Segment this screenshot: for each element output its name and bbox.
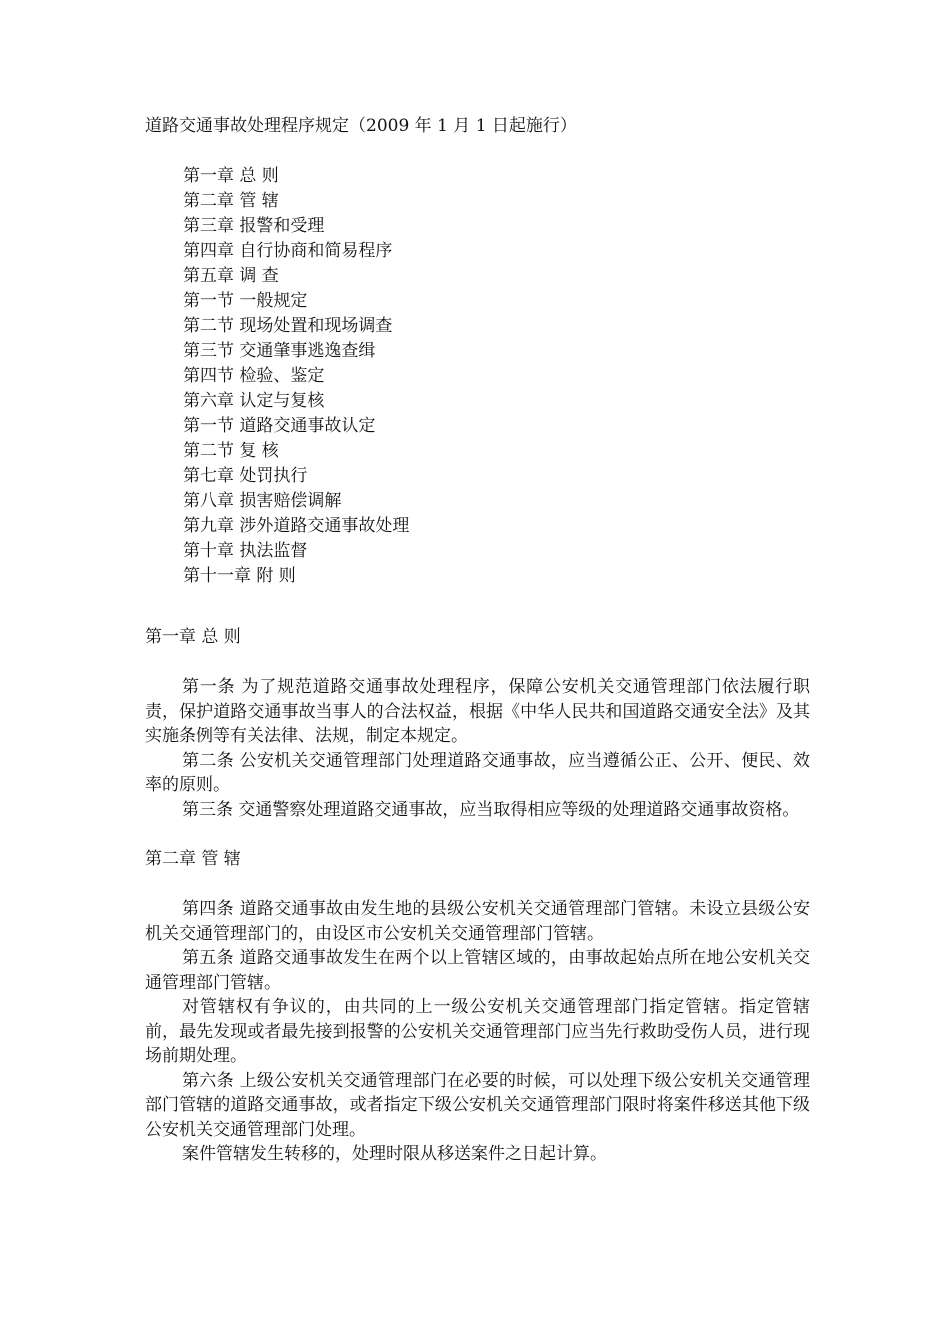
toc-item: 第十章 执法监督	[183, 541, 308, 561]
article-paragraph: 对管辖权有争议的，由共同的上一级公安机关交通管理部门指定管辖。指定管辖前，最先发现或者最先接到报警的公安机关交通管理部门应当先行救助受伤人员，进行现场前期处理。	[145, 997, 810, 1066]
document-page	[145, 114, 810, 1167]
toc-item: 第二节 复 核	[183, 441, 279, 461]
toc-item: 第四节 检验、鉴定	[183, 366, 325, 386]
toc-item: 第十一章 附 则	[183, 566, 296, 586]
article-paragraph: 第三条 交通警察处理道路交通事故，应当取得相应等级的处理道路交通事故资格。	[182, 799, 800, 820]
document-title: 道路交通事故处理程序规定（2009 年 1 月 1 日起施行）	[145, 116, 577, 136]
article-paragraph: 第五条 道路交通事故发生在两个以上管辖区域的，由事故起始点所在地公安机关交通管理部门管辖。	[145, 948, 810, 993]
toc-item: 第九章 涉外道路交通事故处理	[183, 516, 410, 536]
toc-item: 第三章 报警和受理	[183, 216, 325, 236]
chapter-heading: 第二章 管 辖	[145, 849, 241, 869]
toc-item: 第二章 管 辖	[183, 191, 279, 211]
toc-item: 第五章 调 查	[183, 266, 279, 286]
chapter-heading: 第一章 总 则	[145, 627, 241, 647]
toc-item: 第一节 一般规定	[183, 291, 308, 311]
article-paragraph: 案件管辖发生转移的，处理时限从移送案件之日起计算。	[182, 1144, 607, 1164]
table-of-contents	[183, 164, 810, 589]
toc-item: 第一节 道路交通事故认定	[183, 416, 376, 436]
article-paragraph: 第一条 为了规范道路交通事故处理程序，保障公安机关交通管理部门依法履行职责，保护道路交通事故当事人的合法权益，根据《中华人民共和国道路交通安全法》及其实施条例等有关法律、法规，制定本规定。	[145, 677, 810, 746]
toc-item: 第一章 总 则	[183, 166, 279, 186]
section-spacer	[145, 822, 810, 847]
toc-item: 第八章 损害赔偿调解	[183, 491, 342, 511]
article-paragraph: 第六条 上级公安机关交通管理部门在必要的时候，可以处理下级公安机关交通管理部门管辖的道路交通事故，或者指定下级公安机关交通管理部门限时将案件移送其他下级公安机关交通管理部门处理。	[145, 1070, 810, 1140]
toc-item: 第三节 交通肇事逃逸查缉	[183, 341, 376, 361]
toc-item: 第七章 处罚执行	[183, 466, 308, 486]
toc-item: 第四章 自行协商和简易程序	[183, 241, 393, 261]
toc-item: 第二节 现场处置和现场调查	[183, 316, 393, 336]
article-paragraph: 第四条 道路交通事故由发生地的县级公安机关交通管理部门管辖。未设立县级公安机关交通管理部门的，由设区市公安机关交通管理部门管辖。	[145, 899, 810, 944]
toc-item: 第六章 认定与复核	[183, 391, 325, 411]
article-paragraph: 第二条 公安机关交通管理部门处理道路交通事故，应当遵循公正、公开、便民、效率的原则。	[145, 750, 810, 795]
